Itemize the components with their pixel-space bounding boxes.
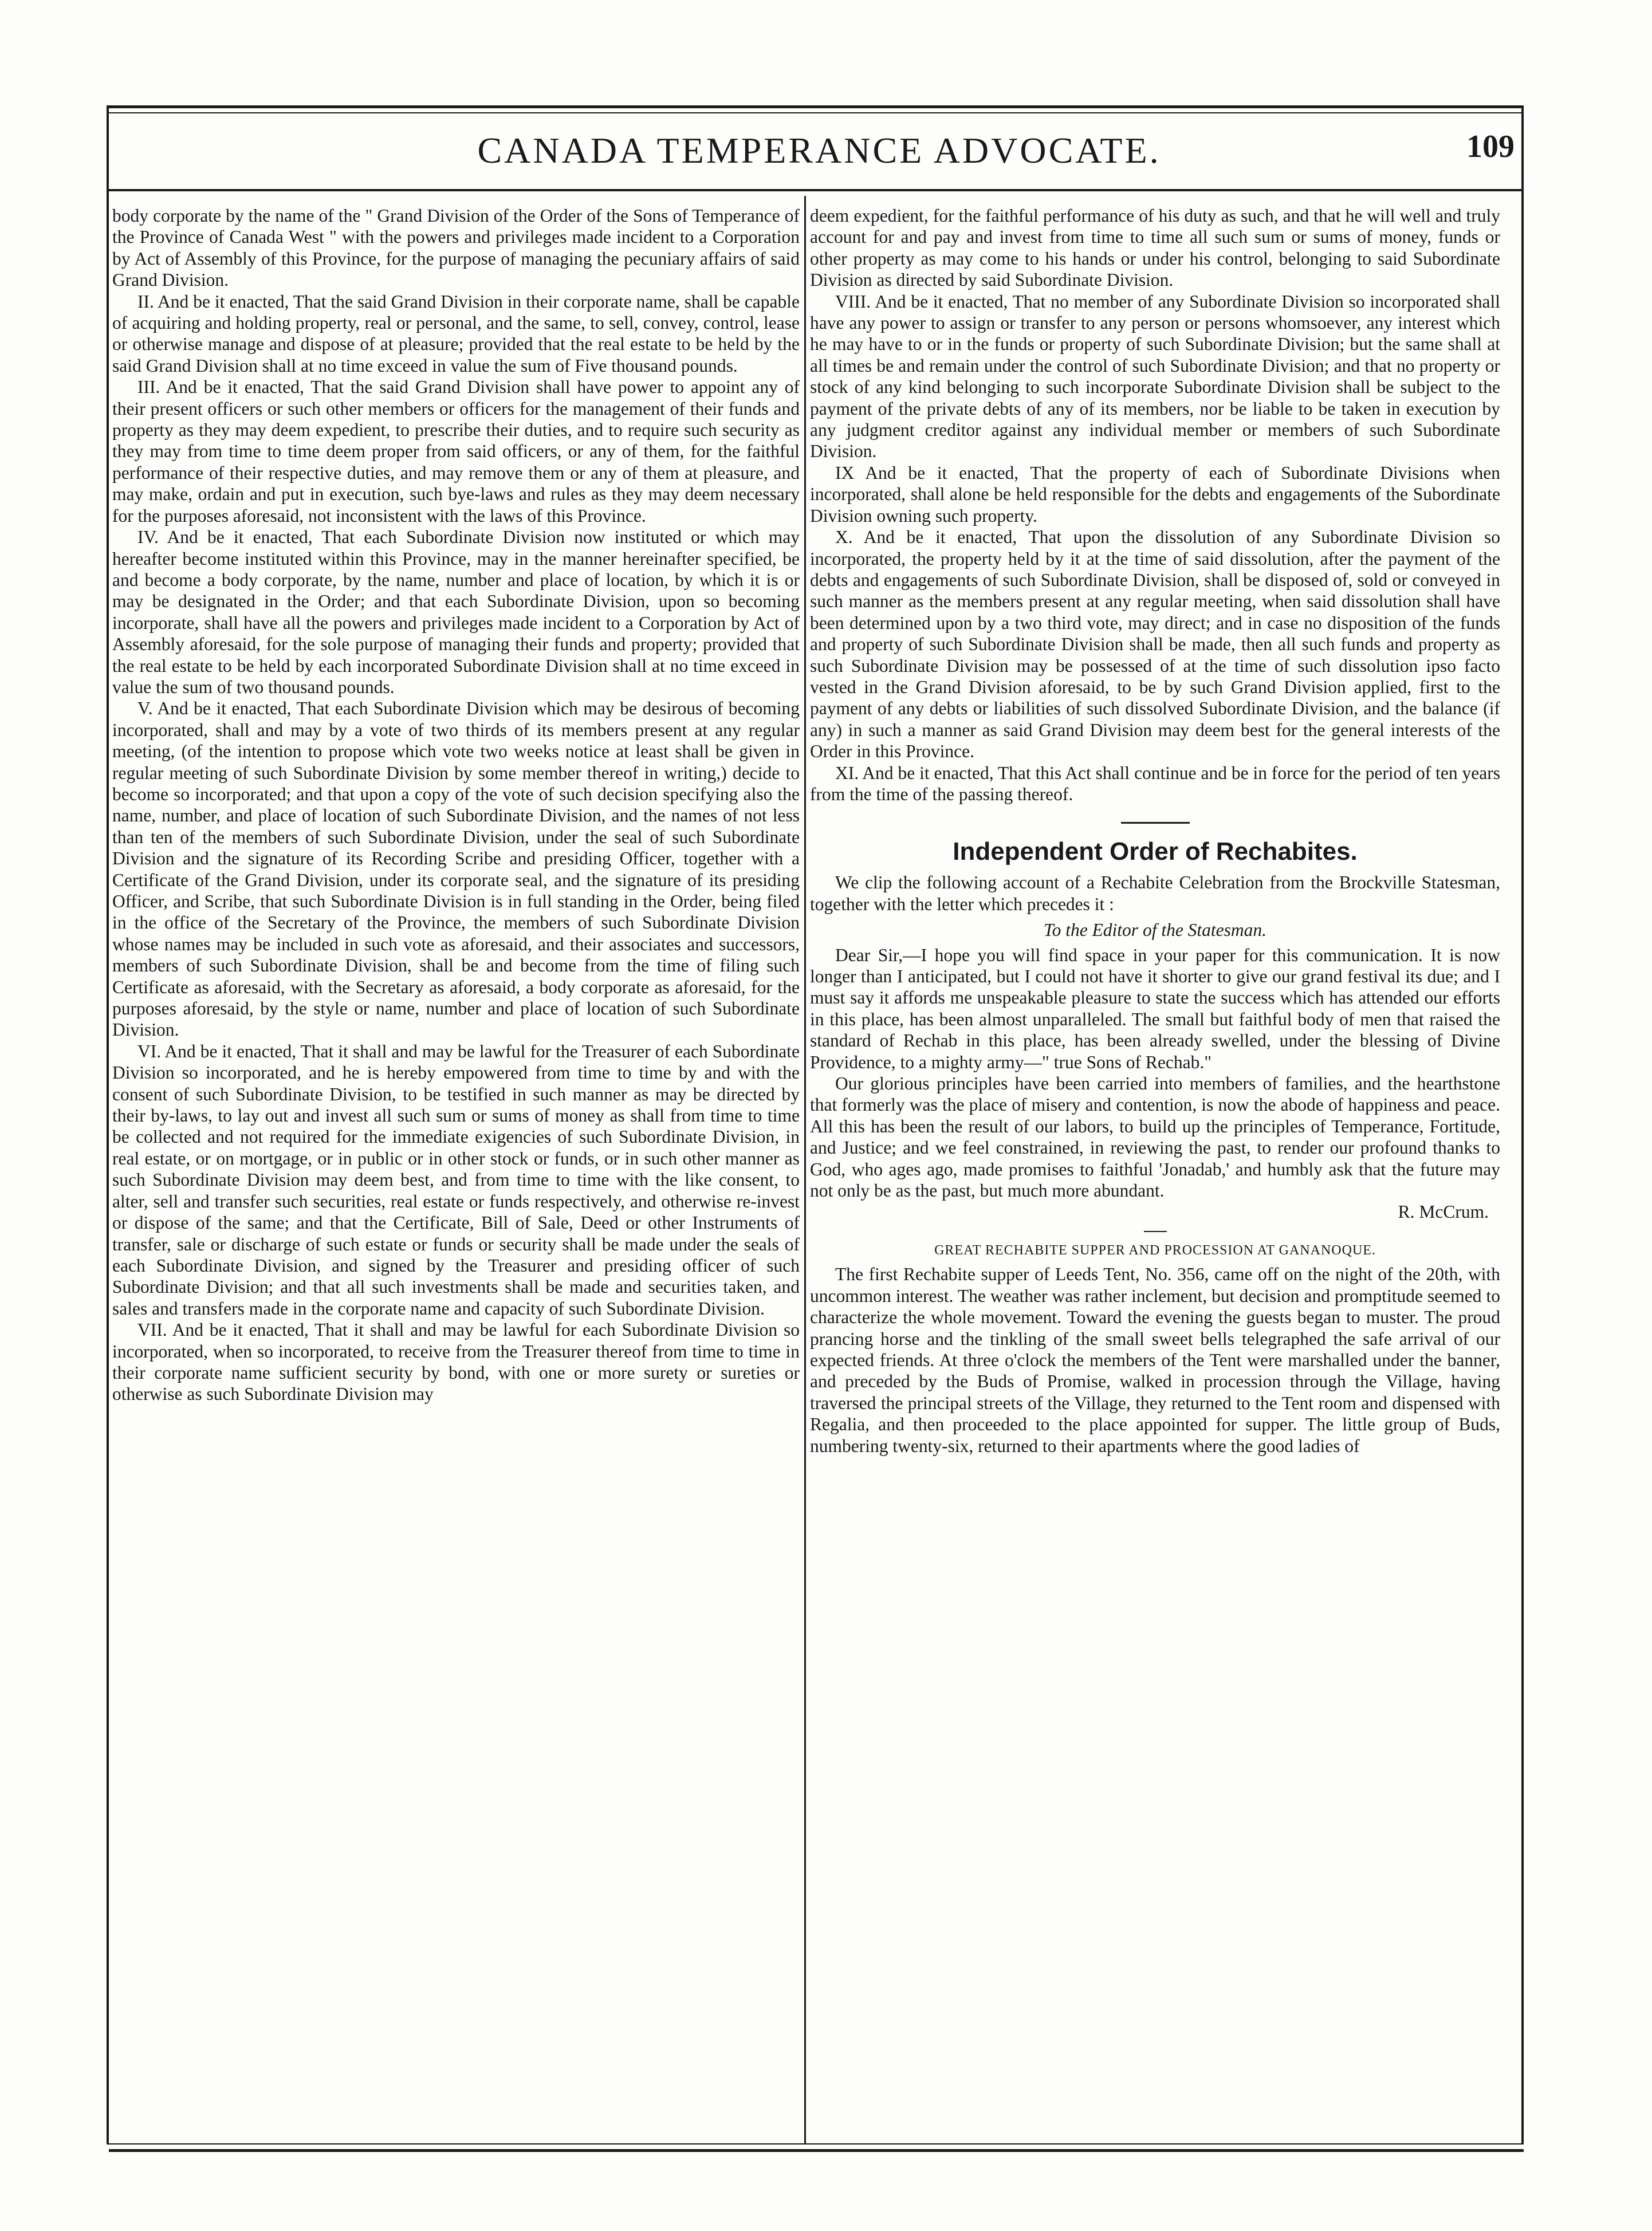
left-border — [107, 105, 109, 2145]
section-divider — [1121, 822, 1190, 824]
left-paragraph: III. And be it enacted, That the said Grand Division shall have power to appoint any of their present officers or such other members or officers for the management of their funds and property as they may deem expedient, to prescribe their duties, and to require such security as they may from time to time deem proper from said officers, or any of them, for the faithful performance of their respective duties, and may remove them or any of them at pleasure, and may make, ordain and put in execution, such bye-laws and rules as they may deem necessary for the purposes aforesaid, not inconsistent with the laws of this Province. — [112, 377, 800, 526]
letter-signature: R. McCrum. — [1398, 1202, 1489, 1222]
section-title: Independent Order of Rechabites. — [953, 837, 1358, 866]
right-paragraph: IX And be it enacted, That the property of each of Subordinate Divisions when incorporated, shall alone be held responsible for the debts and engagements of the Subordinate Division owning such property. — [810, 462, 1500, 526]
header-rule — [109, 189, 1524, 191]
left-column — [112, 205, 800, 2170]
left-paragraph: II. And be it enacted, That the said Grand Division in their corporate name, shall be capable of acquiring and holding property, real or personal, and the same, to sell, convey, control, lease or otherwise manage and dispose of at pleasure; provided that the real estate to be held by the said Grand Division shall at no time exceed in value the sum of Five thousand pounds. — [112, 291, 800, 376]
left-paragraph: body corporate by the name of the " Grand Division of the Order of the Sons of Temperance of the Province of Canada West " with the powers and privileges made incident to a Corporation by Act of Assembly of this Province, for the purpose of managing the pecuniary affairs of said Grand Division. — [112, 206, 800, 290]
right-column — [810, 205, 1500, 2170]
top-rule-outer — [109, 105, 1524, 108]
page-title: CANADA TEMPERANCE ADVOCATE. — [477, 130, 1161, 171]
subsection-heading: GREAT RECHABITE SUPPER AND PROCESSION AT GANANOQUE. — [934, 1242, 1376, 1258]
column-divider — [804, 196, 806, 2143]
right-paragraph: X. And be it enacted, That upon the dissolution of any Subordinate Division so incorporated, the property held by it at the time of said dissolution, after the payment of the debts and engagements of such Subordinate Division, shall be disposed of, sold or conveyed in such manner as the members present at any regular meeting, when said dissolution shall have been determined upon by a two third vote, may direct; and in case no disposition of the funds and property of such Subordinate Division shall be made, then all such funds and property as such Subordinate Division may be possessed of at the time of such dissolution ipso facto vested in the Grand Division aforesaid, to be by such Grand Division applied, first to the payment of any debts or liabilities of such dissolved Subordinate Division, and the balance (if any) in such a manner as said Grand Division may deem best for the general interests of the Order in this Province. — [810, 527, 1500, 762]
right-paragraph: deem expedient, for the faithful performance of his duty as such, and that he will well and truly account for and pay and invest from time to time all such sum or sums of money, funds or other property as may come to his hands or under his control, belonging to said Subordinate Division as directed by said Subordinate Division. — [810, 206, 1500, 290]
right-paragraph: XI. And be it enacted, That this Act shall continue and be in force for the period of ten years from the time of the passing thereof. — [810, 762, 1500, 804]
section-intro: We clip the following account of a Rechabite Celebration from the Brockville Statesman, together with the letter which precedes it : — [810, 872, 1500, 914]
top-rule-inner — [109, 112, 1524, 113]
letter-heading: To the Editor of the Statesman. — [1043, 920, 1267, 941]
left-paragraph: IV. And be it enacted, That each Subordinate Division now instituted or which may hereafter become instituted within this Province, may in the manner hereinafter specified, be and become a body corporate, by the name, number and place of location, by which it is or may be designated in the Order; and that each Subordinate Division, upon so becoming incorporate, shall have all the powers and privileges made incident to a Corporation by Act of Assembly aforesaid, for the sole purpose of managing their funds and property; provided that the real estate to be held by each incorporated Subordinate Division shall at no time exceed in value the sum of two thousand pounds. — [112, 527, 800, 697]
left-paragraph: VII. And be it enacted, That it shall and may be lawful for each Subordinate Division so incorporated, when so incorporated, to receive from the Treasurer thereof from time to time in their corporate name sufficient security by bond, with one or more surety or sureties or otherwise as such Subordinate Division may — [112, 1320, 800, 1404]
letter-paragraph: Our glorious principles have been carried into members of families, and the hearthstone that formerly was the place of misery and contention, is now the abode of happiness and peace. All this has been the result of our labors, to build up the principles of Temperance, Fortitude, and Justice; and we feel constrained, in reviewing the past, to render our profound thanks to God, who ages ago, made promises to faithful 'Jonadab,' and humbly ask that the future may not only be as the past, but much more abundant. — [810, 1073, 1500, 1201]
letter-paragraph: Dear Sir,—I hope you will find space in your paper for this communication. It is now longer than I anticipated, but I could not have it shorter to give our grand festival its due; and I must say it affords me unspeakable pleasure to state the success which has attended our efforts in this place, has been almost unparalleled. The small but faithful body of men that raised the standard of Rechab in this place, has been already swelled, under the blessing of Divine Providence, to a mighty army—" true Sons of Rechab." — [810, 945, 1500, 1072]
right-border — [1521, 105, 1524, 2145]
right-paragraph: The first Rechabite supper of Leeds Tent, No. 356, came off on the night of the 20th, with uncommon interest. The weather was rather inclement, but decision and promptitude seemed to characterize the whole movement. Toward the evening the guests began to muster. The proud prancing horse and the tinkling of the small sweet bells telegraphed the safe arrival of our expected friends. At three o'clock the members of the Tent were marshalled under the banner, and preceded by the Buds of Promise, walked in procession through the Village, having traversed the principal streets of the Village, they returned to the Tent room and dispensed with Regalia, and then proceeded to the place appointed for supper. The little group of Buds, numbering twenty-six, returned to their apartments where the good ladies of — [810, 1264, 1500, 1456]
right-paragraph: VIII. And be it enacted, That no member of any Subordinate Division so incorporated shall have any power to assign or transfer to any person or persons whomsoever, any interest which he may have to or in the funds or property of such Subordinate Division; but the same shall at all times be and remain under the control of such Subordinate Division; and that no property or stock of any kind belonging to such incorporate Subordinate Division shall be subject to the payment of the private debts of any of its members, nor be liable to be taken in execution by any judgment creditor against any individual member or members of such Subordinate Division. — [810, 291, 1500, 462]
left-paragraph: V. And be it enacted, That each Subordinate Division which may be desirous of becoming incorporated, shall and may by a vote of two thirds of its members present at any regular meeting, (of the intention to propose which vote two weeks notice at least shall be given in regular meeting of such Subordinate Division by some member thereof in writing,) decide to become so incorporated; and that upon a copy of the vote of such decision specifying also the name, number, and place of location of such Subordinate Division, and the names of not less than ten of the members of such Subordinate Division, under the seal of such Subordinate Division and the signature of its Recording Scribe and presiding Officer, together with a Certificate of the Grand Division, under its corporate seal, and the signature of its presiding Officer, and Scribe, that such Subordinate Division is in full standing in the Order, being filed in the office of the Secretary of the Province, the members of such Subordinate Division whose names may be included in such vote as aforesaid, and their associates and successors, members of such Subordinate Division, shall be and become from the time of filing such Certificate as aforesaid, with the Secretary as aforesaid, a body corporate as aforesaid, for the purposes aforesaid, by the style or name, number and place of location of such Subordinate Division. — [112, 698, 800, 1040]
left-paragraph: VI. And be it enacted, That it shall and may be lawful for the Treasurer of each Subordinate Division so incorporated, and he is hereby empowered from time to time by and with the consent of such Subordinate Division, to be testified in such manner as may be directed by their by-laws, to lay out and invest all such sum or sums of money as shall from time to time be collected and not required for the immediate exigencies of such Subordinate Division, in real estate, or on mortgage, or in public or in other stock or funds, or in such other manner as such Subordinate Division may deem best, and from time to time with the like consent, to alter, sell and transfer such securities, real estate or funds respectively, and otherwise re-invest or dispose of the same; and that the Certificate, Bill of Sale, Deed or other Instruments of transfer, sale or discharge of such estate or funds or security shall be made under the seals of each Subordinate Division, and signed by the Treasurer and presiding officer of such Subordinate Division; and that all such investments shall be made and securities taken, and sales and transfers made in the corporate name and capacity of such Subordinate Division. — [112, 1041, 800, 1319]
page-number: 109 — [1466, 129, 1515, 164]
subsection-divider — [1144, 1231, 1167, 1232]
